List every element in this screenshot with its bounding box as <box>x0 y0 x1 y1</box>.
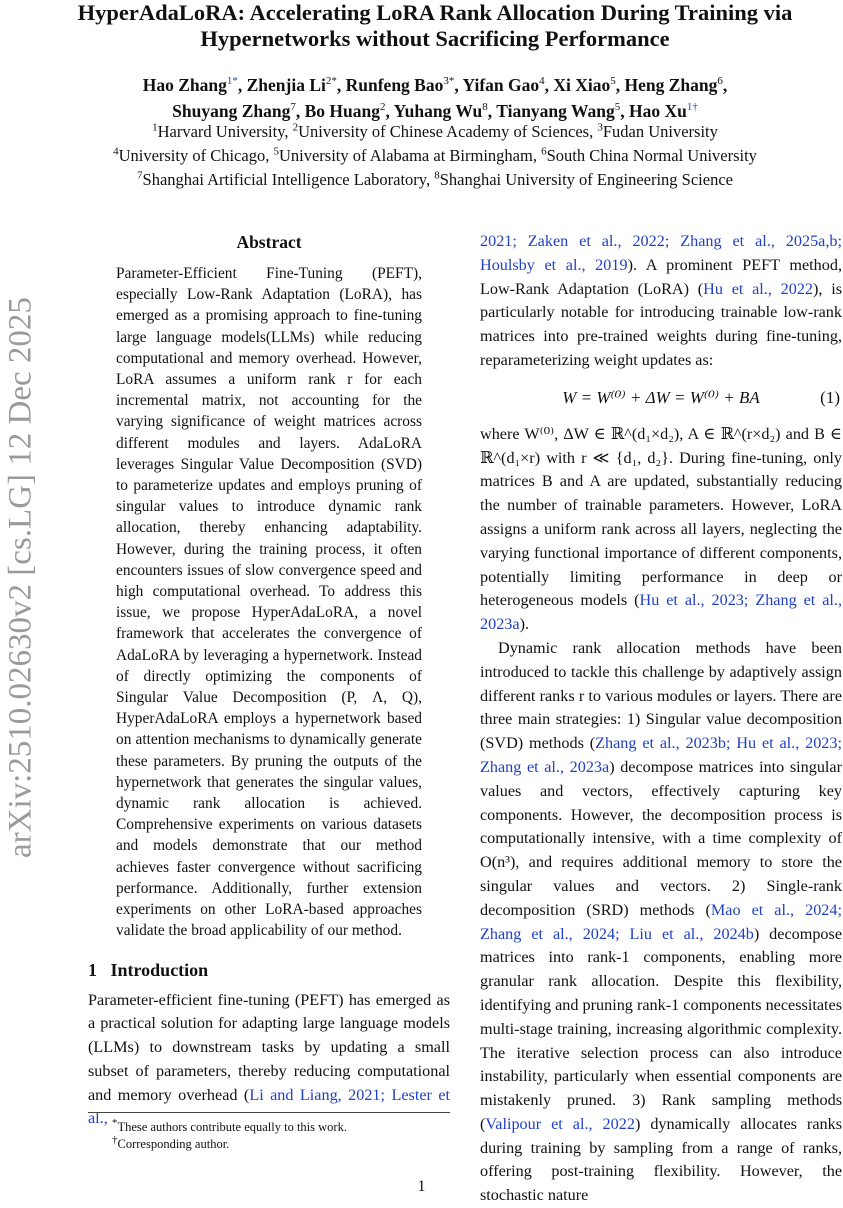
page-number: 1 <box>417 1178 426 1195</box>
citation-link[interactable]: Hu et al., 2023; Zhang et al., 2023a <box>480 591 842 634</box>
author: Xi Xiao$^5$, <box>553 75 621 95</box>
citation-link[interactable]: Mao et al., 2024; Zhang et al., 2024; Liu et al., 2024b <box>480 900 842 943</box>
arxiv-identifier: arXiv:2510.02630v2 [cs.LG] 12 Dec 2025 <box>2 297 39 858</box>
affiliation: $^1$Harvard University, <box>152 121 289 141</box>
equation-1 <box>480 383 842 413</box>
citation-link[interactable]: Valipour et al., 2022 <box>485 1114 635 1133</box>
author: Yuhang Wu$^8$, <box>393 101 493 121</box>
author-list <box>60 72 810 124</box>
affiliation: $^8$Shanghai University of Engineering Science <box>434 169 733 189</box>
title-line-2: Hypernetworks without Sacrificing Performance <box>200 26 670 51</box>
intro-paragraph: Parameter-efficient fine-tuning (PEFT) has emerged as a practical solution for adapting large language models (LLMs) to downstream tasks by updating a small subset of parameters, thereby reducing computational and memory overhead (Li and Liang, 2021; Lester et al., <box>88 990 451 1128</box>
citation-link[interactable]: 2021; Zaken et al., 2022; Zhang et al., 2025a,b; Houlsby et al., 2019 <box>480 232 842 274</box>
abstract-text: Parameter-Efficient Fine-Tuning (PEFT), especially Low-Rank Adaptation (LoRA), has emerged as a promising approach to fine-tuning large language models(LLMs) while reducing computational and memory overhead. However, LoRA assumes a uniform rank r for each incremental matrix, not accounting for the varying significance of weight matrices across different modules and layers. AdaLoRA leverages Singular Value Decomposition (SVD) to parameterize updates and employs pruning of singular values to introduce dynamic rank allocation, thereby enhancing adaptability. However, during the training process, it often encounters issues of slow convergence speed and high computational overhead. To address this issue, we propose HyperAdaLoRA, a novel framework that accelerates the convergence of AdaLoRA by leveraging a hypernetwork. Instead of directly optimizing the components of Singular Value Decomposition (P, Λ, Q), HyperAdaLoRA employs a hypernetwork based on attention mechanisms to dynamically generate these parameters. By pruning the outputs of the hypernetwork that generates the singular values, dynamic rank allocation is achieved. Comprehensive experiments on various datasets and models demonstrate that our method achieves faster convergence without sacrificing performance. Additionally, further extension experiments on other LoRA-based approaches validate the broad applicability of our method. <box>116 265 422 940</box>
intro-paragraph-continued: 2021; Zaken et al., 2022; Zhang et al., 2025a,b; Houlsby et al., 2019). A prominent PEFT method, Low-Rank Adaptation (LoRA) (Hu et al., 2022), is particularly notable for introducing trainable low-rank matrices into pre-trained weights during fine-tuning, reparameterizing weight updates as: <box>480 232 843 369</box>
author: Yifan Gao$^4$, <box>462 75 549 95</box>
affiliation-list <box>60 120 810 192</box>
footnote-equal-contribution: *These authors contribute equally to this work. <box>112 1116 347 1134</box>
right-column <box>480 230 842 1208</box>
author: Tianyang Wang$^5$, <box>496 101 625 121</box>
citation-link[interactable]: Li and Liang, 2021; Lester et al., <box>88 1085 451 1128</box>
equation-body: W = W⁽⁰⁾ + ΔW = W⁽⁰⁾ + BA <box>562 387 760 407</box>
affiliation: $^7$Shanghai Artificial Intelligence Laboratory, <box>137 169 431 189</box>
affiliation: $^6$South China Normal University <box>541 145 757 165</box>
author: Runfeng Bao$^{3*}$, <box>345 75 459 95</box>
title-line-1: HyperAdaLoRA: Accelerating LoRA Rank Allocation During Training via <box>77 0 793 25</box>
author: Zhenjia $Li^{2*}$, <box>246 75 342 95</box>
footnote-corresponding: †Corresponding author. <box>112 1133 230 1151</box>
paper-title <box>60 0 810 52</box>
author: Heng Zhang$^6$, <box>624 75 728 95</box>
affiliation: $^4$University of Chicago, <box>113 145 270 165</box>
equation-number: (1) <box>820 387 840 407</box>
paragraph-where: where W⁽⁰⁾, ΔW ∈ ℝ^(d₁×d₂), A ∈ ℝ^(r×d₂) and B ∈ ℝ^(d₁×r) with r ≪ {d₁, d₂}. During fine-tuning, only matrices B and A are updated, substantially reducing the number of trainable parameters. However, LoRA assigns a uniform rank across all layers, neglecting the varying functional importance of different components, potentially limiting performance in deep or heterogeneous models (Hu et al., 2023; Zhang et al., 2023a). <box>480 424 842 634</box>
left-column <box>88 232 450 1131</box>
author: Hao Zhang$^{1*}$, <box>142 75 243 95</box>
section-number: 1 <box>88 959 97 980</box>
author: Shuyang Zhang$^7$, <box>172 101 301 121</box>
footnotes <box>88 1112 450 1153</box>
affiliation: $^3$Fudan University <box>597 121 718 141</box>
citation-link[interactable]: Hu et al., 2022 <box>703 279 814 298</box>
paragraph-dynamic-rank: Dynamic rank allocation methods have been introduced to tackle this challenge by adaptively assign different ranks r to various modules or layers. There are three main strategies: 1) Singular value decomposition (SVD) methods (Zhang et al., 2023b; Hu et al., 2023; Zhang et al., 2023a) decompose matrices into singular values and vectors, effectively capturing key components. However, the decomposition process is computationally intensive, with a time complexity of O(n³), and requires additional memory to store the singular values and vectors. 2) Single-rank decomposition (SRD) methods (Mao et al., 2024; Zhang et al., 2024; Liu et al., 2024b) decompose matrices into rank-1 components, enabling more granular rank allocation. Despite this flexibility, identifying and pruning rank-1 components necessitates multi-stage training, increasing algorithmic complexity. The iterative selection process can also introduce instability, particularly when essential components are mistakenly pruned. 3) Rank sampling methods (Valipour et al., 2022) dynamically allocates ranks during training by sampling from a range of ranks, offering post-training flexibility. However, the stochastic nature <box>480 638 843 1205</box>
citation-link[interactable]: Zhang et al., 2023b; Hu et al., 2023; Zhang et al., 2023a <box>480 734 842 776</box>
section-heading-introduction <box>88 960 450 981</box>
section-title: Introduction <box>110 959 209 980</box>
author: Bo Huang$^2$, <box>304 101 390 121</box>
abstract-heading: Abstract <box>236 232 302 252</box>
affiliation: $^5$University of Alabama at Birmingham, <box>273 145 537 165</box>
affiliation: $^2$University of Chinese Academy of Sciences, <box>292 121 594 141</box>
author: Hao $Xu^{1\dagger}$ <box>629 101 698 121</box>
